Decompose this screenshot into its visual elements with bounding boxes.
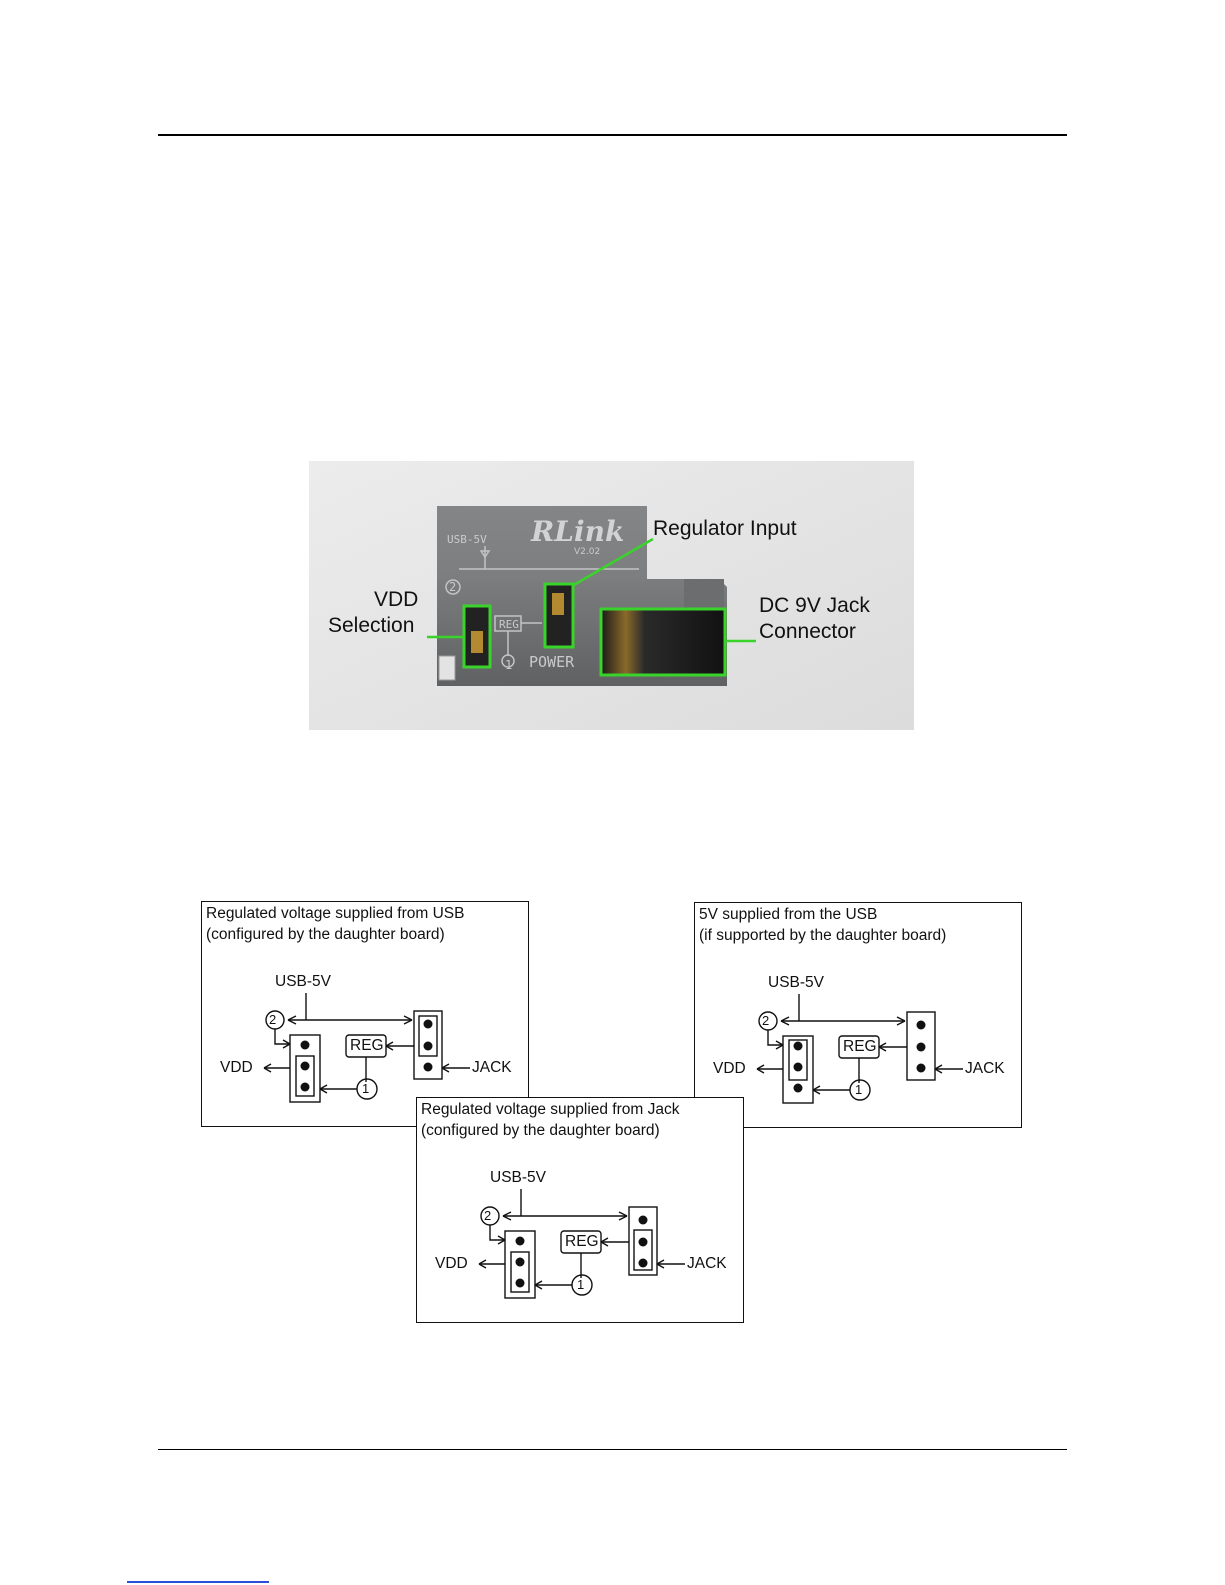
jack-label: JACK [687, 1255, 727, 1272]
usb-5v-label: USB-5V [768, 974, 824, 991]
regulator-input-label: Regulator Input [653, 517, 797, 540]
diagram-jack-regulated-caption-line1: Regulated voltage supplied from Jack [421, 1101, 680, 1118]
diagram-usb-5v-caption [699, 904, 946, 946]
reg-label: REG [565, 1233, 599, 1250]
diagram-usb-5v-caption-line2: (if supported by the daughter board) [699, 927, 947, 944]
vdd-selection-label-line1: VDD [374, 588, 419, 611]
dc-jack-label-line1: DC 9V Jack [759, 594, 870, 617]
board-print-pin1: 1 [505, 658, 513, 672]
node-1-label: 1 [362, 1081, 370, 1096]
reg-label: REG [843, 1038, 877, 1055]
dc-jack-label-line2: Connector [759, 620, 856, 643]
footer-link-underline[interactable] [127, 1581, 269, 1583]
usb-5v-label: USB-5V [275, 973, 331, 990]
reg-label: REG [350, 1037, 384, 1054]
diagram-usb-5v [694, 902, 1022, 1128]
board-print-usb: USB-5V [447, 533, 487, 546]
board-photo [309, 461, 914, 730]
vdd-label: VDD [435, 1255, 468, 1272]
diagram-usb-regulated [201, 901, 529, 1127]
diagram-usb-regulated-caption-line2: (configured by the daughter board) [206, 926, 445, 943]
board-print-power: POWER [529, 653, 575, 671]
node-2-label: 2 [762, 1013, 770, 1028]
board-logo: RLink [531, 515, 625, 548]
board-print-pin2: 2 [449, 580, 457, 594]
node-1-label: 1 [577, 1277, 585, 1292]
diagram-usb-regulated-caption [206, 903, 464, 945]
node-2-label: 2 [484, 1208, 492, 1223]
board-version: V2.02 [574, 547, 601, 557]
header-rule [158, 134, 1067, 136]
vdd-selection-label-line2: Selection [328, 614, 415, 637]
vdd-label: VDD [713, 1060, 746, 1077]
node-2-label: 2 [269, 1012, 277, 1027]
diagram-usb-5v-caption-line1: 5V supplied from the USB [699, 906, 878, 923]
usb-5v-label: USB-5V [490, 1169, 546, 1186]
vdd-label: VDD [220, 1059, 253, 1076]
diagram-usb-regulated-caption-line1: Regulated voltage supplied from USB [206, 905, 465, 922]
footer-rule [158, 1449, 1067, 1450]
board-print-reg: REG [499, 618, 519, 631]
jack-label: JACK [472, 1059, 512, 1076]
jack-label: JACK [965, 1060, 1005, 1077]
diagram-jack-regulated-caption [421, 1099, 679, 1141]
diagram-jack-regulated-caption-line2: (configured by the daughter board) [421, 1122, 660, 1139]
diagram-jack-regulated [416, 1097, 744, 1323]
node-1-label: 1 [855, 1082, 863, 1097]
